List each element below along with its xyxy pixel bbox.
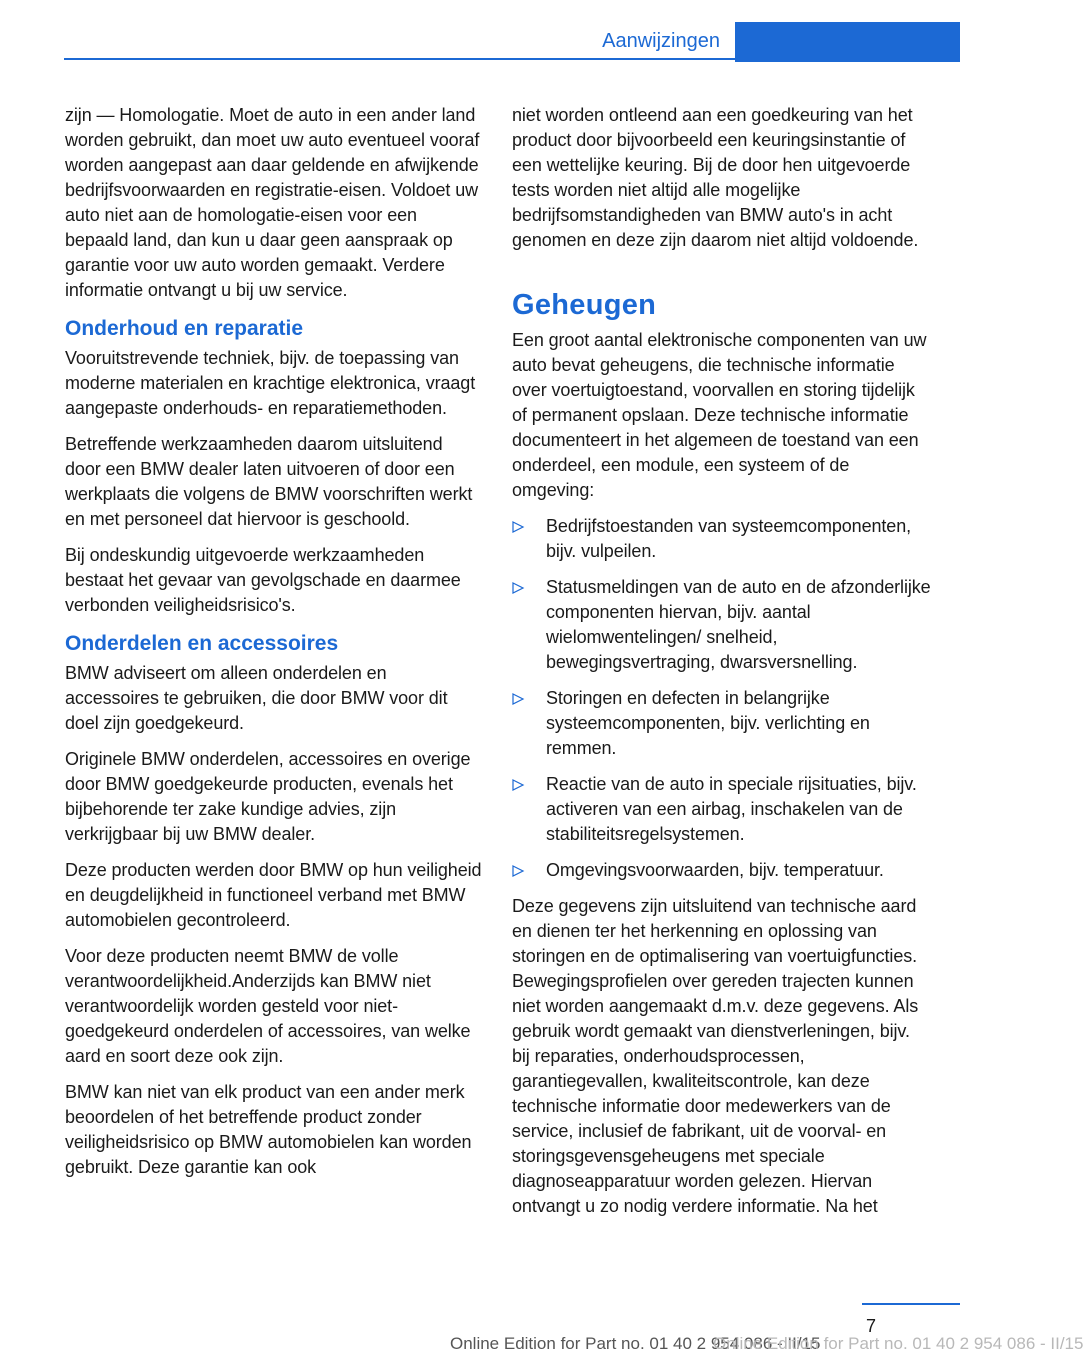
triangle-right-icon <box>512 779 524 791</box>
section-heading-memory: Geheugen <box>512 289 657 321</box>
list-item-text: Reactie van de auto in speciale rijsituaties, bijv. activeren van een airbag, inschakelen van de stabiliteitsregelsystemen. <box>546 774 917 844</box>
header-accent-block <box>735 22 960 62</box>
paragraph: Deze gegevens zijn uitsluitend van technische aard en dienen ter het herkenning en oplossing van storingen en de optimalisering van voertuigfuncties. Bewegingsprofielen over gereden trajecten kunnen niet worden aangemaakt d.m.v. deze gegevens. Als gebruik wordt gemaakt van dienstverleningen, bijv. bij reparaties, onderhoudsprocessen, garantiegevallen, kwaliteitscontrole, kan deze technische informatie door medewerkers van de service, inclusief de fabrikant, uit de voorval- en storingsgevensgeheugens met speciale diagnoseapparatuur worden gelezen. Hiervan ontvangt u zo nodig verdere informatie. Na het <box>512 896 919 1216</box>
triangle-right-icon <box>512 521 524 533</box>
paragraph: Voor deze producten neemt BMW de volle verantwoordelijkheid.Anderzijds kan BMW niet verantwoordelijk worden gesteld voor niet-goedgekeurd onderdelen of accessoires, van welke aard en soort deze ook zijn. <box>65 946 471 1066</box>
list-item <box>512 858 932 883</box>
triangle-right-icon <box>512 582 524 594</box>
page-title: Aanwijzingen <box>602 30 720 52</box>
edition-note: Online Edition for Part no. 01 40 2 954 086 - II/15 <box>450 1334 821 1353</box>
section-heading-parts: Onderdelen en accessoires <box>65 632 339 655</box>
left-column <box>65 103 483 1191</box>
page-number: 7 <box>865 1316 876 1336</box>
watermark: Online Edition for Part no. 01 40 2 954 086 - II/15 <box>713 1334 1083 1353</box>
intro-paragraph: niet worden ontleend aan een goedkeuring van het product door bijvoorbeeld een keuringsinstantie of een wettelijke keuring. Bij de door hen uitgevoerde tests worden niet altijd alle mogelijke bedrijfsomstandigheden van BMW auto's in acht genomen en deze zijn daarom niet altijd voldoende. <box>512 105 919 250</box>
triangle-right-icon <box>512 865 524 877</box>
paragraph: Originele BMW onderdelen, accessoires en overige door BMW goedgekeurde producten, evenals het bijbehorende ter zake kundige advies, zijn verkrijgbaar bij uw BMW dealer. <box>65 749 471 844</box>
list-item-text: Statusmeldingen van de auto en de afzonderlijke componenten hiervan, bijv. aantal wielomwentelingen/ snelheid, bewegingsvertraging, dwarsversnelling. <box>546 577 931 672</box>
paragraph: Een groot aantal elektronische componenten van uw auto bevat geheugens, die technische informatie over voertuigtoestand, voorvallen en storing tijdelijk of permanent opslaan. Deze technische informatie documenteert in het algemeen de toestand van een onderdeel, een module, een systeem of de omgeving: <box>512 330 927 500</box>
list-item-text: Bedrijfstoestanden van systeemcomponenten, bijv. vulpeilen. <box>546 516 912 561</box>
list-item-text: Omgevingsvoorwaarden, bijv. temperatuur. <box>546 860 884 880</box>
paragraph: Bij ondeskundig uitgevoerde werkzaamheden bestaat het gevaar van gevolgschade en daarmee verbonden veiligheidsrisico's. <box>65 545 461 615</box>
list-item <box>512 514 932 564</box>
paragraph: BMW adviseert om alleen onderdelen en accessoires te gebruiken, die door BMW voor dit doel zijn goedgekeurd. <box>65 663 448 733</box>
bullet-list <box>512 514 932 883</box>
paragraph: Deze producten werden door BMW op hun veiligheid en deugdelijkheid in functioneel verband met BMW automobielen gecontroleerd. <box>65 860 482 930</box>
triangle-right-icon <box>512 693 524 705</box>
paragraph: Vooruitstrevende techniek, bijv. de toepassing van moderne materialen en krachtige elektronica, vraagt aangepaste onderhouds- en reparatiemethoden. <box>65 348 476 418</box>
footer-rule <box>862 1303 960 1305</box>
right-column <box>512 103 932 1230</box>
header-rule <box>64 58 735 60</box>
list-item <box>512 686 932 761</box>
list-item <box>512 575 932 675</box>
section-heading-maintenance: Onderhoud en reparatie <box>65 317 304 340</box>
list-item <box>512 772 932 847</box>
list-item-text: Storingen en defecten in belangrijke systeemcomponenten, bijv. verlichting en remmen. <box>546 688 870 758</box>
paragraph: Betreffende werkzaamheden daarom uitsluitend door een BMW dealer laten uitvoeren of door een werkplaats die volgens de BMW voorschriften werkt en met personeel dat hiervoor is geschoold. <box>65 434 473 529</box>
intro-paragraph: zijn — Homologatie. Moet de auto in een ander land worden gebruikt, dan moet uw auto eventueel vooraf worden aangepast aan daar geldende en afwijkende bedrijfsvoorwaarden en registratie-eisen. Voldoet uw auto niet aan de homologatie-eisen voor een bepaald land, dan kun u daar geen aanspraak op garantie voor uw auto worden gemaakt. Verdere informatie ontvangt u bij uw service. <box>65 105 480 300</box>
paragraph: BMW kan niet van elk product van een ander merk beoordelen of het betreffende product zonder veiligheidsrisico op BMW automobielen kan worden gebruikt. Deze garantie kan ook <box>65 1082 472 1177</box>
